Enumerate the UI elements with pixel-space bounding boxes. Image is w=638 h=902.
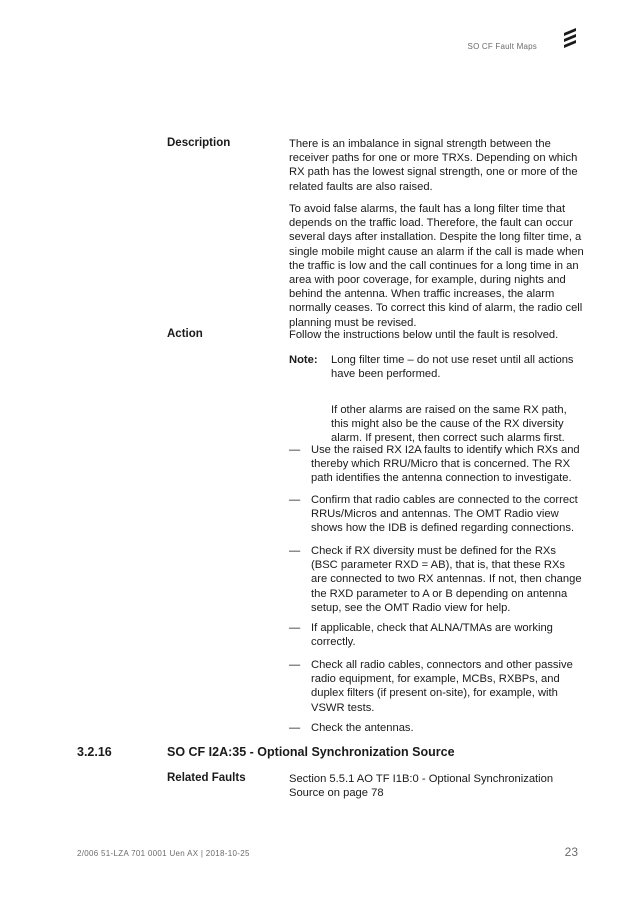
action-label: Action bbox=[167, 328, 203, 340]
bullet-marker: — bbox=[289, 722, 301, 734]
action-intro: Follow the instructions below until the fault is resolved. bbox=[289, 329, 559, 341]
related-faults-label: Related Faults bbox=[167, 772, 246, 784]
bullet-marker: — bbox=[289, 659, 301, 671]
description-paragraph: To avoid false alarms, the fault has a long filter time that depends on the traffic load. Therefore, the fault can occur several days after installation. Despite the long filter time, a single mobile might cause an alarm if the call is made when the traffic is low and the call continues for a long time in an area with poor coverage, for example, during nights and behind the antenna. When traffic increases, the alarm normally ceases. To correct this kind of alarm, the radio cell planning must be revised. bbox=[289, 203, 584, 329]
related-faults-link[interactable]: Section 5.5.1 AO TF I1B:0 - Optional Synchronization Source on page 78 bbox=[289, 773, 554, 800]
list-item: Check the antennas. bbox=[311, 722, 414, 734]
header-title: SO CF Fault Maps bbox=[467, 42, 537, 51]
note-label: Note: bbox=[289, 354, 318, 366]
description-label: Description bbox=[167, 137, 231, 149]
note-text: Long filter time – do not use reset until all actions have been performed. bbox=[331, 354, 574, 381]
list-item: Check all radio cables, connectors and other passive radio equipment, for example, MCBs, RXBPs, and duplex filters (if present on-site), for example, with VSWR tests. bbox=[311, 659, 573, 714]
page-number: 23 bbox=[564, 845, 578, 859]
footer-document-id: 2/006 51-LZA 701 0001 Uen AX | 2018-10-25 bbox=[77, 849, 250, 858]
bullet-marker: — bbox=[289, 494, 301, 506]
description-paragraph: There is an imbalance in signal strength between the receiver paths for one or more TRXs. Depending on which RX path has the lowest signal strength, one or more of the related faults are also raised. bbox=[289, 138, 578, 193]
ericsson-logo-icon bbox=[562, 26, 578, 50]
bullet-marker: — bbox=[289, 444, 301, 456]
bullet-marker: — bbox=[289, 545, 301, 557]
list-item: Use the raised RX I2A faults to identify which RXs and thereby which RRU/Micro that is concerned. The RX path identifies the antenna connection to investigate. bbox=[311, 444, 580, 485]
list-item: If applicable, check that ALNA/TMAs are working correctly. bbox=[311, 622, 553, 649]
section-title: SO CF I2A:35 - Optional Synchronization Source bbox=[167, 745, 455, 759]
bullet-marker: — bbox=[289, 622, 301, 634]
list-item: Confirm that radio cables are connected to the correct RRUs/Micros and antennas. The OMT Radio view shows how the IDB is defined regarding connections. bbox=[311, 494, 578, 535]
section-number: 3.2.16 bbox=[77, 745, 112, 759]
list-item: Check if RX diversity must be defined for the RXs (BSC parameter RXD = AB), that is, that these RXs are connected to two RX antennas. If not, then change the RXD parameter to A or B depending on antenna setup, see the OMT Radio view for help. bbox=[311, 545, 582, 614]
note-text: If other alarms are raised on the same RX path, this might also be the cause of the RX diversity alarm. If present, then correct such alarms first. bbox=[331, 404, 567, 445]
